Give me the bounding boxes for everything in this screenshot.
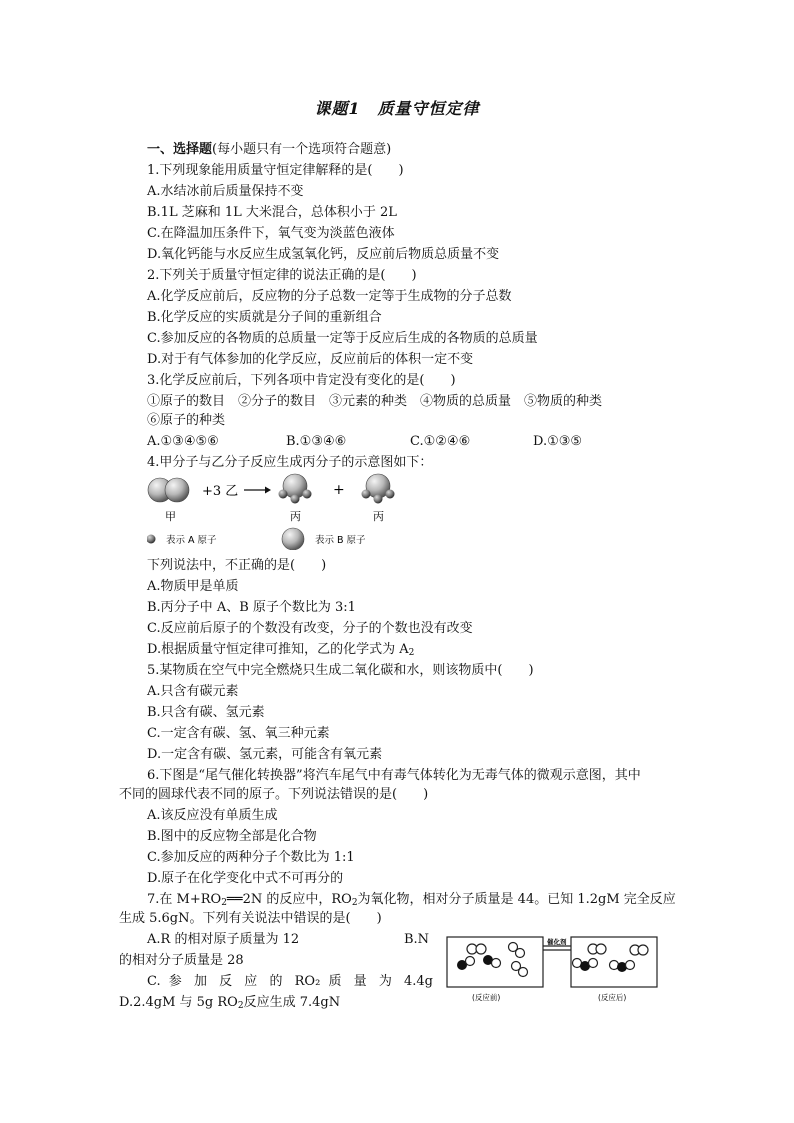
atom-legend bbox=[147, 526, 407, 550]
q7-c-word: 为 bbox=[378, 974, 396, 989]
q7-c-word: 应 bbox=[244, 974, 262, 989]
q1-option-d: D.氧化钙能与水反应生成氢氧化钙，反应前后物质总质量不变 bbox=[147, 247, 500, 262]
q4-stem: 4.甲分子与乙分子反应生成丙分子的示意图如下： bbox=[147, 455, 433, 470]
b-atom-swatch bbox=[282, 528, 304, 550]
q3-items-line1: ①原子的数目 ②分子的数目 ③元素的种类 ④物质的总质量 ⑤物质的种类 bbox=[147, 394, 603, 409]
q5-stem: 5.某物质在空气中完全燃烧只生成二氧化碳和水，则该物质中( ) bbox=[147, 663, 534, 678]
label-bing-1: 丙 bbox=[290, 510, 301, 523]
q6-option-a: A.该反应没有单质生成 bbox=[147, 808, 278, 823]
q2-stem: 2.下列关于质量守恒定律的说法正确的是( ) bbox=[147, 268, 417, 283]
q5-option-a: A.只含有碳元素 bbox=[147, 684, 239, 699]
q1-option-c: C.在降温加压条件下，氧气变为淡蓝色液体 bbox=[147, 226, 395, 241]
q4-option-b: B.丙分子中 A、B 原子个数比为 3:1 bbox=[147, 600, 356, 615]
q6-stem-line2: 不同的圆球代表不同的原子。下列说法错误的是( ) bbox=[119, 787, 429, 802]
q7-stem-line1 bbox=[147, 891, 676, 908]
q2-option-d: D.对于有气体参加的化学反应，反应前后的体积一定不变 bbox=[147, 352, 474, 367]
catalyst-label: 催化剂 bbox=[547, 938, 567, 946]
q7-d-subscript: 2 bbox=[237, 1001, 244, 1011]
legend-b-label: 表示 B 原子 bbox=[315, 535, 366, 546]
q7-c-word: 参 bbox=[168, 974, 186, 989]
q7-c-word: C. bbox=[147, 974, 161, 989]
legend-a-label: 表示 A 原子 bbox=[166, 535, 217, 546]
q7-d-text-end: 反应生成 7.4gN bbox=[243, 995, 341, 1010]
q4-option-d-text: D.根据质量守恒定律可推知，乙的化学式为 A bbox=[147, 642, 409, 657]
q3-items-line2: ⑥原子的种类 bbox=[147, 413, 226, 428]
q7-option-b-part2: 的相对分子质量是 28 bbox=[119, 953, 244, 968]
q7-c-word: 反 bbox=[219, 974, 237, 989]
q2-option-b: B.化学反应的实质就是分子间的重新组合 bbox=[147, 310, 382, 325]
q3-option-d: D.①③⑤ bbox=[533, 434, 583, 449]
q4-option-d-subscript: 2 bbox=[408, 648, 415, 658]
q4-option-a: A.物质甲是单质 bbox=[147, 579, 239, 594]
bing-molecule-2 bbox=[362, 474, 395, 504]
q3-option-b: B.①③④⑥ bbox=[286, 434, 347, 449]
q7-stem-part-b: ══2N 的反应中，RO bbox=[226, 892, 352, 907]
q1-option-b: B.1L 芝麻和 1L 大米混合，总体积小于 2L bbox=[147, 205, 397, 220]
q6-option-c: C.参加反应的两种分子个数比为 1:1 bbox=[147, 850, 355, 865]
q3-option-c: C.①②④⑥ bbox=[410, 434, 471, 449]
q7-stem-part-c: 为氧化物，相对分子质量是 44。已知 1.2gM 完全反应 bbox=[357, 892, 676, 907]
q4-ask: 下列说法中，不正确的是( ) bbox=[147, 558, 327, 573]
bing-molecule-1 bbox=[279, 474, 312, 504]
plus-3-yi-label: +3 乙 bbox=[202, 484, 239, 499]
q4-option-d bbox=[147, 641, 414, 658]
plus-sign: + bbox=[333, 482, 345, 498]
q7-option-c bbox=[147, 973, 433, 990]
section-label: 一、选择题 bbox=[147, 142, 213, 157]
a-atom-swatch bbox=[147, 535, 156, 544]
q7-stem-sub-1: 2 bbox=[221, 898, 227, 908]
catalytic-converter-figure bbox=[446, 936, 658, 1006]
label-bing-2: 丙 bbox=[373, 510, 384, 523]
section-note: (每小题只有一个选项符合题意) bbox=[212, 142, 392, 157]
q7-c-word: 质 bbox=[328, 974, 346, 989]
q4-option-c: C.反应前后原子的个数没有改变，分子的个数也没有改变 bbox=[147, 621, 473, 636]
q5-option-d: D.一定含有碳、氢元素，可能含有氧元素 bbox=[147, 747, 383, 762]
q3-stem: 3.化学反应前后，下列各项中肯定没有变化的是( ) bbox=[147, 373, 456, 388]
q1-stem: 1.下列现象能用质量守恒定律解释的是( ) bbox=[147, 163, 404, 178]
q6-stem-line1: 6.下图是“尾气催化转换器”将汽车尾气中有毒气体转化为无毒气体的微观示意图，其中 bbox=[147, 768, 641, 783]
before-caption: (反应前) bbox=[472, 993, 501, 1002]
q7-stem-part-a: 7.在 M+RO bbox=[147, 892, 222, 907]
q5-option-c: C.一定含有碳、氢、氧三种元素 bbox=[147, 726, 330, 741]
q7-c-word: 4.4g bbox=[403, 974, 433, 989]
q7-c-word: 量 bbox=[353, 974, 371, 989]
q1-option-a: A.水结冰前后质量保持不变 bbox=[147, 184, 304, 199]
q5-option-b: B.只含有碳、氢元素 bbox=[147, 705, 265, 720]
q3-option-a: A.①③④⑤⑥ bbox=[147, 434, 219, 449]
q7-c-word: 加 bbox=[193, 974, 211, 989]
label-jia: 甲 bbox=[165, 510, 176, 523]
page-title: 课题1 质量守恒定律 bbox=[314, 99, 480, 118]
q7-stem-line2: 生成 5.6gN。下列有关说法中错误的是( ) bbox=[119, 911, 382, 926]
q7-option-b-part1: B.N bbox=[404, 932, 430, 947]
after-caption: (反应后) bbox=[598, 993, 627, 1002]
q2-option-a: A.化学反应前后，反应物的分子总数一定等于生成物的分子总数 bbox=[147, 289, 512, 304]
q7-d-text: D.2.4gM 与 5g RO bbox=[119, 995, 238, 1010]
reaction-arrow bbox=[244, 487, 271, 494]
q7-c-word: RO₂ bbox=[294, 974, 321, 989]
q6-option-d: D.原子在化学变化中式不可再分的 bbox=[147, 871, 344, 886]
q6-option-b: B.图中的反应物全部是化合物 bbox=[147, 829, 317, 844]
jia-molecule bbox=[148, 478, 189, 502]
q7-c-word: 的 bbox=[269, 974, 287, 989]
q2-option-c: C.参加反应的各物质的总质量一定等于反应后生成的各物质的总质量 bbox=[147, 331, 538, 346]
q7-option-a: A.R 的相对原子质量为 12 bbox=[147, 932, 300, 947]
q7-option-d bbox=[119, 994, 340, 1011]
section-heading bbox=[147, 141, 391, 158]
q7-stem-sub-2: 2 bbox=[351, 898, 358, 908]
